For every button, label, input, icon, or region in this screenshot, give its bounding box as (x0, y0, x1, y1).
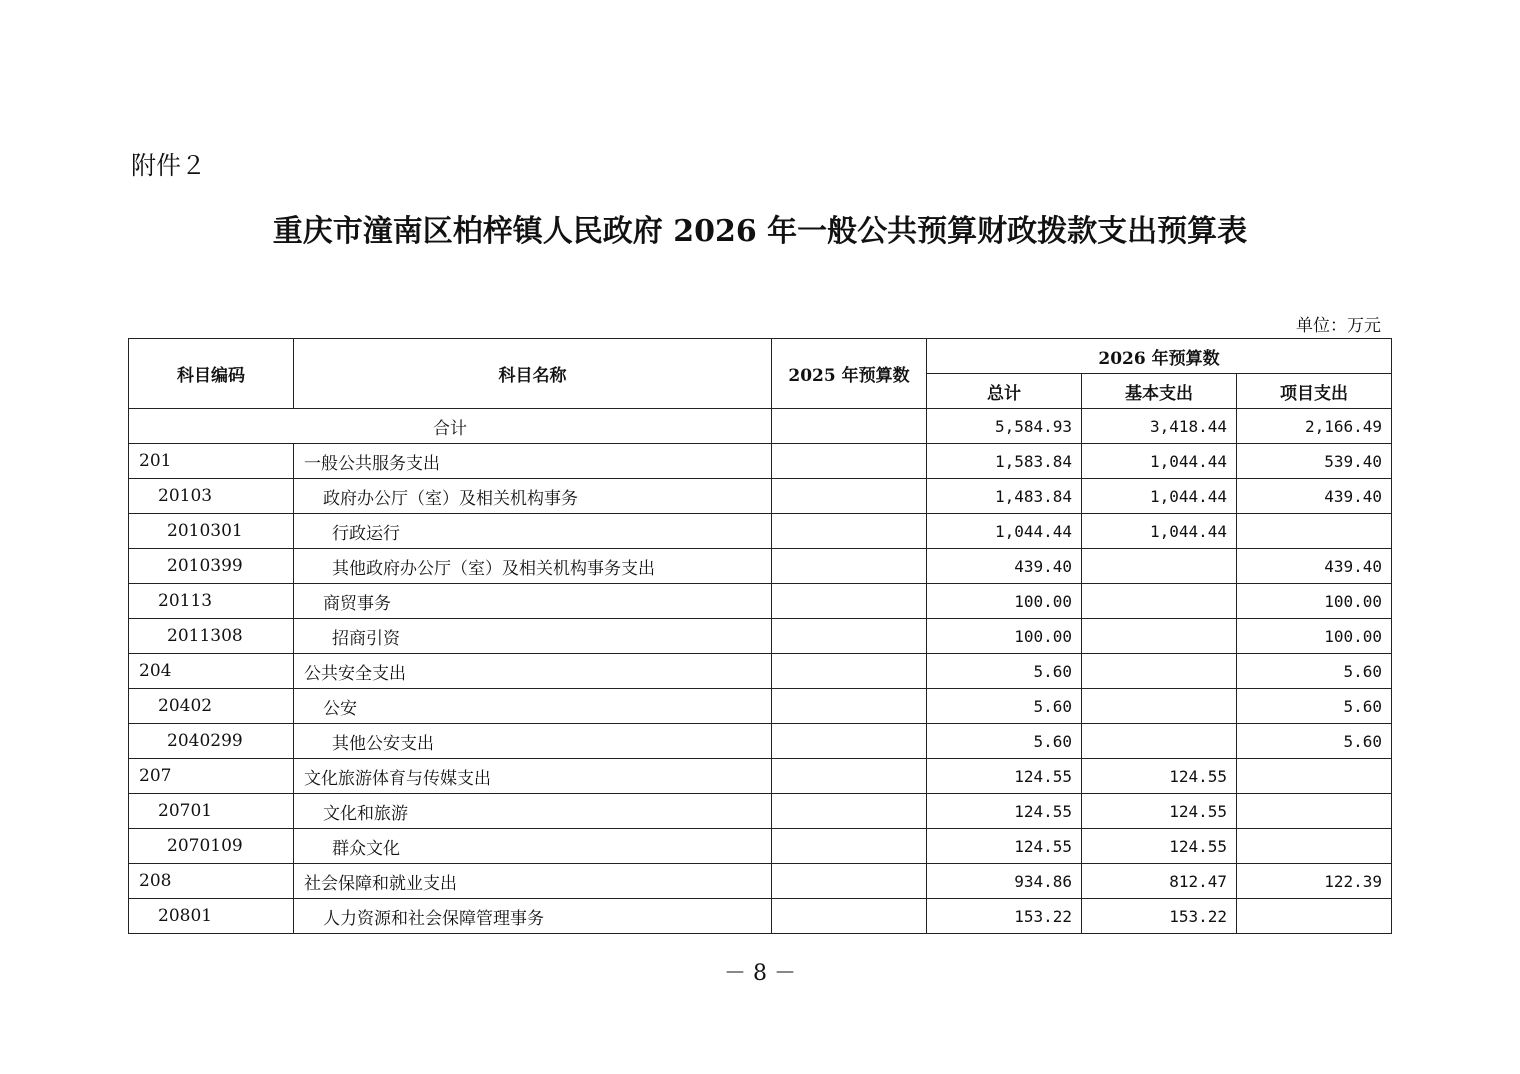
total-basic: 3,418.44 (1082, 409, 1237, 444)
header-cur-budget: 2026 年预算数 (927, 339, 1392, 374)
row-total: 100.00 (927, 619, 1082, 654)
table-row (129, 619, 1392, 654)
row-project: 5.60 (1237, 724, 1392, 759)
row-basic (1082, 584, 1237, 619)
row-code: 204 (129, 654, 294, 689)
row-name: 群众文化 (294, 829, 772, 864)
row-total: 100.00 (927, 584, 1082, 619)
row-prev (772, 584, 927, 619)
row-project: 539.40 (1237, 444, 1392, 479)
row-name: 人力资源和社会保障管理事务 (294, 899, 772, 934)
row-code: 2011308 (129, 619, 294, 654)
row-name: 商贸事务 (294, 584, 772, 619)
table-row (129, 479, 1392, 514)
row-basic (1082, 724, 1237, 759)
row-prev (772, 444, 927, 479)
row-basic: 124.55 (1082, 759, 1237, 794)
row-code: 20103 (129, 479, 294, 514)
total-row (129, 409, 1392, 444)
row-project: 100.00 (1237, 584, 1392, 619)
table-row (129, 759, 1392, 794)
row-code: 2040299 (129, 724, 294, 759)
row-project (1237, 514, 1392, 549)
table-row (129, 899, 1392, 934)
row-basic: 1,044.44 (1082, 479, 1237, 514)
row-name: 公共安全支出 (294, 654, 772, 689)
row-total: 5.60 (927, 724, 1082, 759)
row-project: 100.00 (1237, 619, 1392, 654)
row-code: 20113 (129, 584, 294, 619)
row-name: 行政运行 (294, 514, 772, 549)
row-basic: 812.47 (1082, 864, 1237, 899)
row-basic (1082, 619, 1237, 654)
row-project: 5.60 (1237, 654, 1392, 689)
table-row (129, 584, 1392, 619)
total-total: 5,584.93 (927, 409, 1082, 444)
row-prev (772, 654, 927, 689)
row-name: 其他政府办公厅（室）及相关机构事务支出 (294, 549, 772, 584)
total-project: 2,166.49 (1237, 409, 1392, 444)
table-row (129, 689, 1392, 724)
row-basic: 153.22 (1082, 899, 1237, 934)
row-total: 934.86 (927, 864, 1082, 899)
row-project (1237, 794, 1392, 829)
row-total: 5.60 (927, 689, 1082, 724)
row-project (1237, 829, 1392, 864)
header-project: 项目支出 (1237, 374, 1392, 409)
table-row (129, 444, 1392, 479)
row-prev (772, 479, 927, 514)
page-number: － 8 － (724, 961, 796, 986)
row-prev (772, 759, 927, 794)
row-total: 439.40 (927, 549, 1082, 584)
row-total: 124.55 (927, 829, 1082, 864)
row-code: 20402 (129, 689, 294, 724)
row-code: 2010399 (129, 549, 294, 584)
table-row (129, 654, 1392, 689)
row-prev (772, 724, 927, 759)
row-name: 其他公安支出 (294, 724, 772, 759)
row-total: 153.22 (927, 899, 1082, 934)
row-total: 1,583.84 (927, 444, 1082, 479)
header-total: 总计 (927, 374, 1082, 409)
row-project: 439.40 (1237, 549, 1392, 584)
row-prev (772, 549, 927, 584)
row-basic (1082, 654, 1237, 689)
row-code: 208 (129, 864, 294, 899)
row-basic: 1,044.44 (1082, 514, 1237, 549)
table-row (129, 514, 1392, 549)
row-project: 5.60 (1237, 689, 1392, 724)
row-code: 2010301 (129, 514, 294, 549)
row-basic: 124.55 (1082, 794, 1237, 829)
row-name: 文化和旅游 (294, 794, 772, 829)
row-basic (1082, 549, 1237, 584)
document-title: 重庆市潼南区柏梓镇人民政府 2026 年一般公共预算财政拨款支出预算表 (272, 214, 1248, 249)
row-project (1237, 759, 1392, 794)
row-name: 公安 (294, 689, 772, 724)
row-code: 207 (129, 759, 294, 794)
header-code: 科目编码 (129, 339, 294, 409)
row-prev (772, 899, 927, 934)
header-name: 科目名称 (294, 339, 772, 409)
row-basic: 1,044.44 (1082, 444, 1237, 479)
row-total: 1,044.44 (927, 514, 1082, 549)
row-total: 124.55 (927, 759, 1082, 794)
row-project: 122.39 (1237, 864, 1392, 899)
budget-table (128, 338, 1392, 934)
row-project: 439.40 (1237, 479, 1392, 514)
row-basic (1082, 689, 1237, 724)
unit-label: 单位：万元 (1296, 316, 1381, 336)
row-prev (772, 864, 927, 899)
row-code: 20801 (129, 899, 294, 934)
row-prev (772, 794, 927, 829)
row-prev (772, 829, 927, 864)
total-prev (772, 409, 927, 444)
row-basic: 124.55 (1082, 829, 1237, 864)
row-code: 201 (129, 444, 294, 479)
row-name: 文化旅游体育与传媒支出 (294, 759, 772, 794)
row-name: 一般公共服务支出 (294, 444, 772, 479)
attachment-label: 附件２ (131, 151, 207, 180)
header-prev-budget: 2025 年预算数 (772, 339, 927, 409)
table-row (129, 724, 1392, 759)
table-row (129, 549, 1392, 584)
row-prev (772, 689, 927, 724)
row-project (1237, 899, 1392, 934)
row-total: 124.55 (927, 794, 1082, 829)
table-row (129, 794, 1392, 829)
table-row (129, 829, 1392, 864)
row-code: 20701 (129, 794, 294, 829)
row-name: 社会保障和就业支出 (294, 864, 772, 899)
row-prev (772, 619, 927, 654)
row-code: 2070109 (129, 829, 294, 864)
row-name: 政府办公厅（室）及相关机构事务 (294, 479, 772, 514)
row-name: 招商引资 (294, 619, 772, 654)
table-row (129, 864, 1392, 899)
row-total: 5.60 (927, 654, 1082, 689)
header-basic: 基本支出 (1082, 374, 1237, 409)
row-prev (772, 514, 927, 549)
row-total: 1,483.84 (927, 479, 1082, 514)
total-label: 合计 (129, 409, 772, 444)
